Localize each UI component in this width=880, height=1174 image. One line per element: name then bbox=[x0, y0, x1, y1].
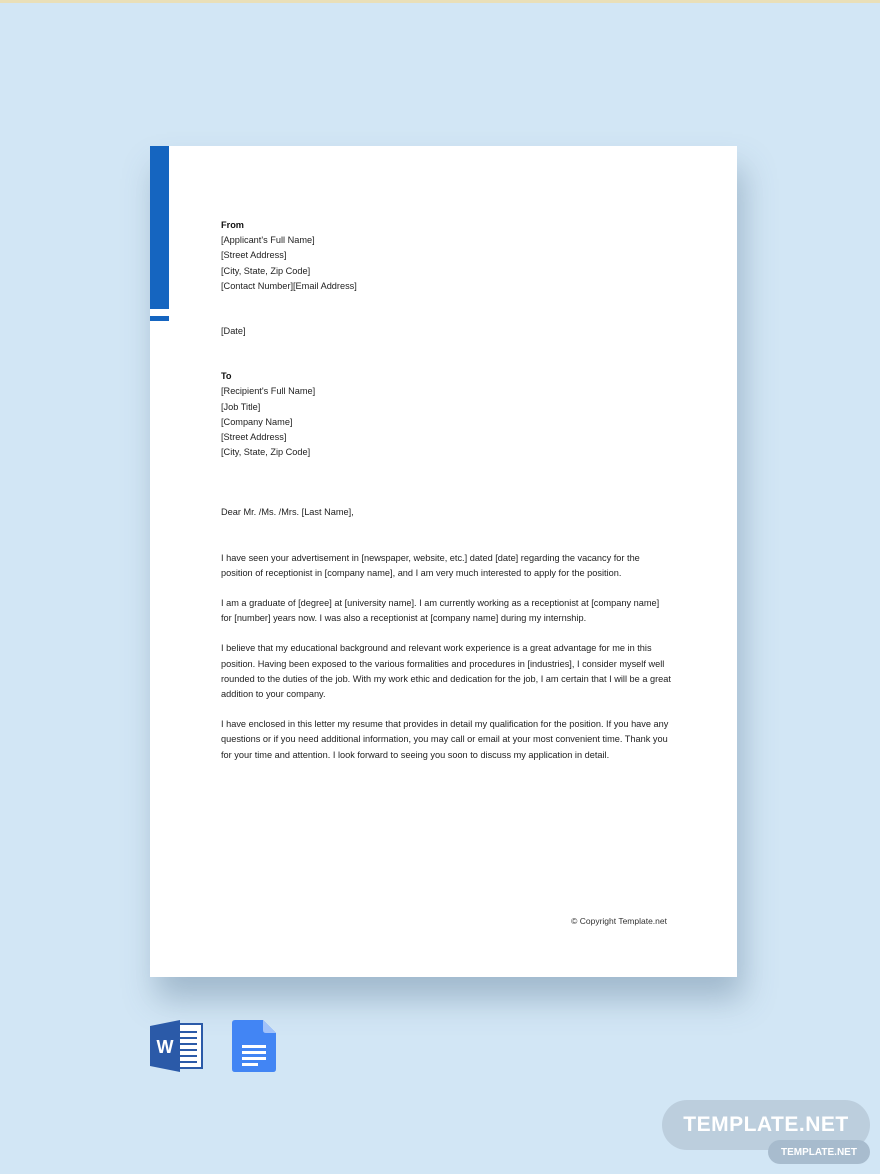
body-paragraph: I have enclosed in this letter my resume that provides in detail my qualification for the position. If you have any questions or if you need additional information, you may call or email at your most convenient time. Thank you for your time and attention. I look forward to seeing you soon to discuss my application in detail. bbox=[221, 719, 669, 760]
salutation: Dear Mr. /Ms. /Mrs. [Last Name], bbox=[221, 507, 354, 518]
from-block bbox=[221, 218, 671, 294]
body-paragraph: I have seen your advertisement in [newspaper, website, etc.] dated [date] regarding the vacancy for the position of receptionist in [company name], and I am very much interested to apply for the position. bbox=[221, 552, 640, 578]
to-heading: To bbox=[221, 371, 232, 382]
body-paragraph: I believe that my educational background and relevant work experience is a great advantage for me in this position. Having been exposed to the various formalities and procedures in [industries], I consider myself well rounded to the duties of the job. With my work ethic and dedication for the job, I am certain that I will be a great addition to your company. bbox=[221, 643, 671, 700]
body-paragraph: I am a graduate of [degree] at [university name]. I am currently working as a receptionist at [company name] for [number] years now. I was also a receptionist at [company name] during my internship. bbox=[221, 598, 660, 624]
top-strip bbox=[0, 0, 880, 3]
accent-tick bbox=[150, 316, 169, 321]
to-line: [Company Name] bbox=[221, 416, 293, 427]
to-line: [Job Title] bbox=[221, 401, 261, 412]
letter-page bbox=[150, 146, 737, 977]
from-line: [Applicant's Full Name] bbox=[221, 235, 315, 246]
microsoft-word-icon[interactable] bbox=[150, 1020, 204, 1072]
word-letter: W bbox=[156, 1037, 174, 1057]
template-net-watermark-small: TEMPLATE.NET bbox=[768, 1140, 870, 1164]
to-line: [Recipient's Full Name] bbox=[221, 386, 316, 397]
from-line: [Street Address] bbox=[221, 250, 287, 261]
template-net-watermark: TEMPLATE.NET bbox=[662, 1100, 870, 1150]
from-line: [City, State, Zip Code] bbox=[221, 265, 311, 276]
google-docs-icon[interactable] bbox=[232, 1020, 276, 1072]
letter-body bbox=[221, 218, 671, 778]
to-block bbox=[221, 369, 671, 460]
date-line: [Date] bbox=[221, 326, 246, 337]
accent-bar bbox=[150, 146, 169, 309]
copyright-text: © Copyright Template.net bbox=[571, 916, 667, 926]
from-line: [Contact Number][Email Address] bbox=[221, 280, 357, 291]
to-line: [City, State, Zip Code] bbox=[221, 447, 311, 458]
format-icons bbox=[150, 1020, 276, 1072]
to-line: [Street Address] bbox=[221, 432, 287, 443]
from-heading: From bbox=[221, 220, 244, 230]
